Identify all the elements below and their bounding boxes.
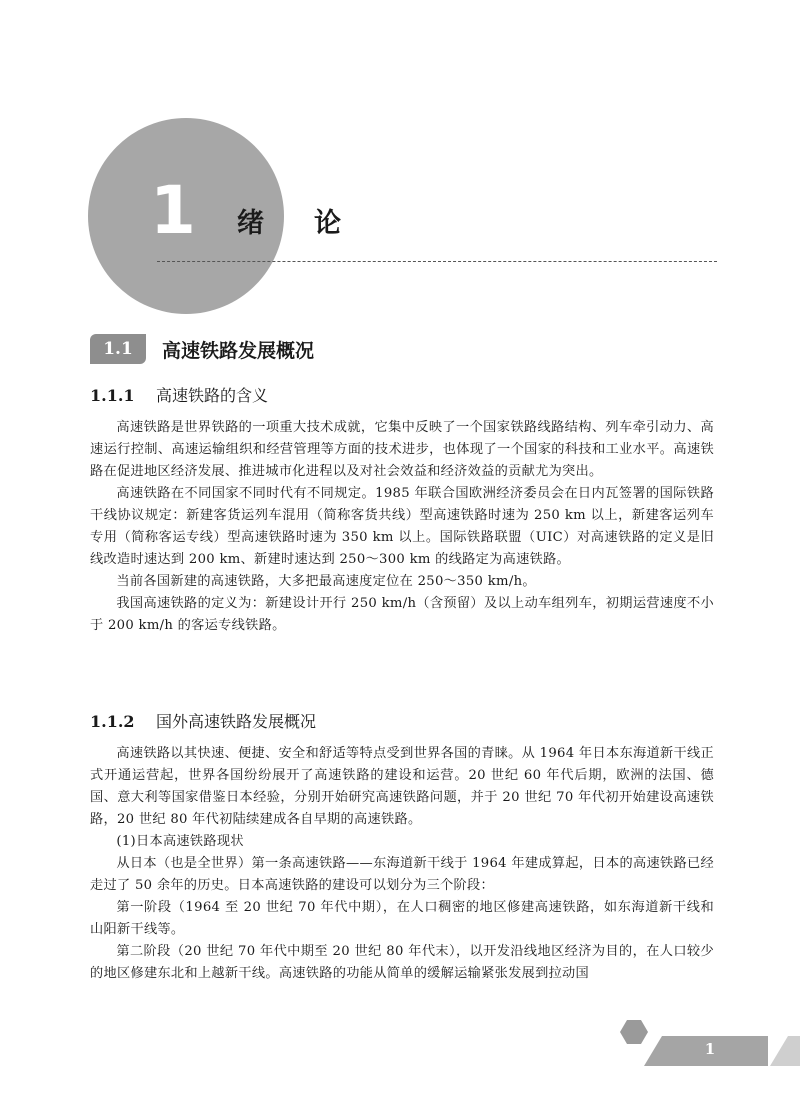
paragraph: 第二阶段（20 世纪 70 年代中期至 20 世纪 80 年代末），以开发沿线地区经济为目的，在人口较少的地区修建东北和上越新干线。高速铁路的功能从简单的缓解运输紧张发展到拉动国	[90, 944, 714, 981]
paragraph-heading: (1)日本高速铁路现状	[116, 834, 244, 849]
paragraph: 高速铁路在不同国家不同时代有不同规定。1985 年联合国欧洲经济委员会在日内瓦签署的国际铁路干线协议规定：新建客货运列车混用（简称客货共线）型高速铁路时速为 250 km 以上，新建客运列车专用（简称客运专线）型高速铁路时速为 350 km 以上。国际铁路联盟（UIC）对高速铁路的定义是旧线改造时速达到 200 km、新建时速达到 250～300 km 的线路定为高速铁路。	[90, 486, 714, 567]
paragraph: 高速铁路是世界铁路的一项重大技术成就，它集中反映了一个国家铁路线路结构、列车牵引动力、高速运行控制、高速运输组织和经营管理等方面的技术进步，也体现了一个国家的科技和工业水平。高速铁路在促进地区经济发展、推进城市化进程以及对社会效益和经济效益的贡献尤为突出。	[90, 420, 714, 479]
hexagon-decoration	[620, 1020, 648, 1044]
subsection-body-1-1-2	[90, 743, 714, 985]
paragraph: 我国高速铁路的定义为：新建设计开行 250 km/h（含预留）及以上动车组列车，初期运营速度不小于 200 km/h 的客运专线铁路。	[90, 596, 714, 633]
subsection-body-1-1-1	[90, 417, 714, 637]
chapter-title: 绪论	[237, 208, 391, 239]
subsection-heading-1-1-1	[90, 385, 268, 407]
paragraph: 高速铁路以其快速、便捷、安全和舒适等特点受到世界各国的青睐。从 1964 年日本东海道新干线正式开通运营起，世界各国纷纷展开了高速铁路的建设和运营。20 世纪 60 年代后期，欧洲的法国、德国、意大利等国家借鉴日本经验，分别开始研究高速铁路问题，并于 20 世纪 70 年代初开始建设高速铁路，20 世纪 80 年代初陆续建成各自早期的高速铁路。	[90, 746, 714, 827]
page-number: 1	[704, 1040, 716, 1058]
subsection-number: 1.1.1	[90, 386, 135, 405]
section-title: 高速铁路发展概况	[162, 339, 315, 362]
chapter-divider	[157, 261, 717, 262]
section-heading	[90, 334, 314, 364]
paragraph: 从日本（也是全世界）第一条高速铁路——东海道新干线于 1964 年建成算起，日本的高速铁路已经走过了 50 余年的历史。日本高速铁路的建设可以划分为三个阶段：	[90, 856, 714, 893]
chapter-number: 1	[150, 172, 196, 249]
subsection-number: 1.1.2	[90, 712, 135, 731]
subsection-title: 国外高速铁路发展概况	[156, 712, 317, 731]
section-number-badge: 1.1	[90, 334, 146, 364]
chapter-circle-mask	[0, 100, 88, 340]
subsection-heading-1-1-2	[90, 711, 316, 733]
paragraph: 第一阶段（1964 至 20 世纪 70 年代中期），在人口稠密的地区修建高速铁路，如东海道新干线和山阳新干线等。	[90, 900, 714, 937]
paragraph: 当前各国新建的高速铁路，大多把最高速度定位在 250～350 km/h。	[116, 574, 536, 589]
page-tab-edge-decoration	[770, 1036, 800, 1066]
subsection-title: 高速铁路的含义	[156, 386, 269, 405]
